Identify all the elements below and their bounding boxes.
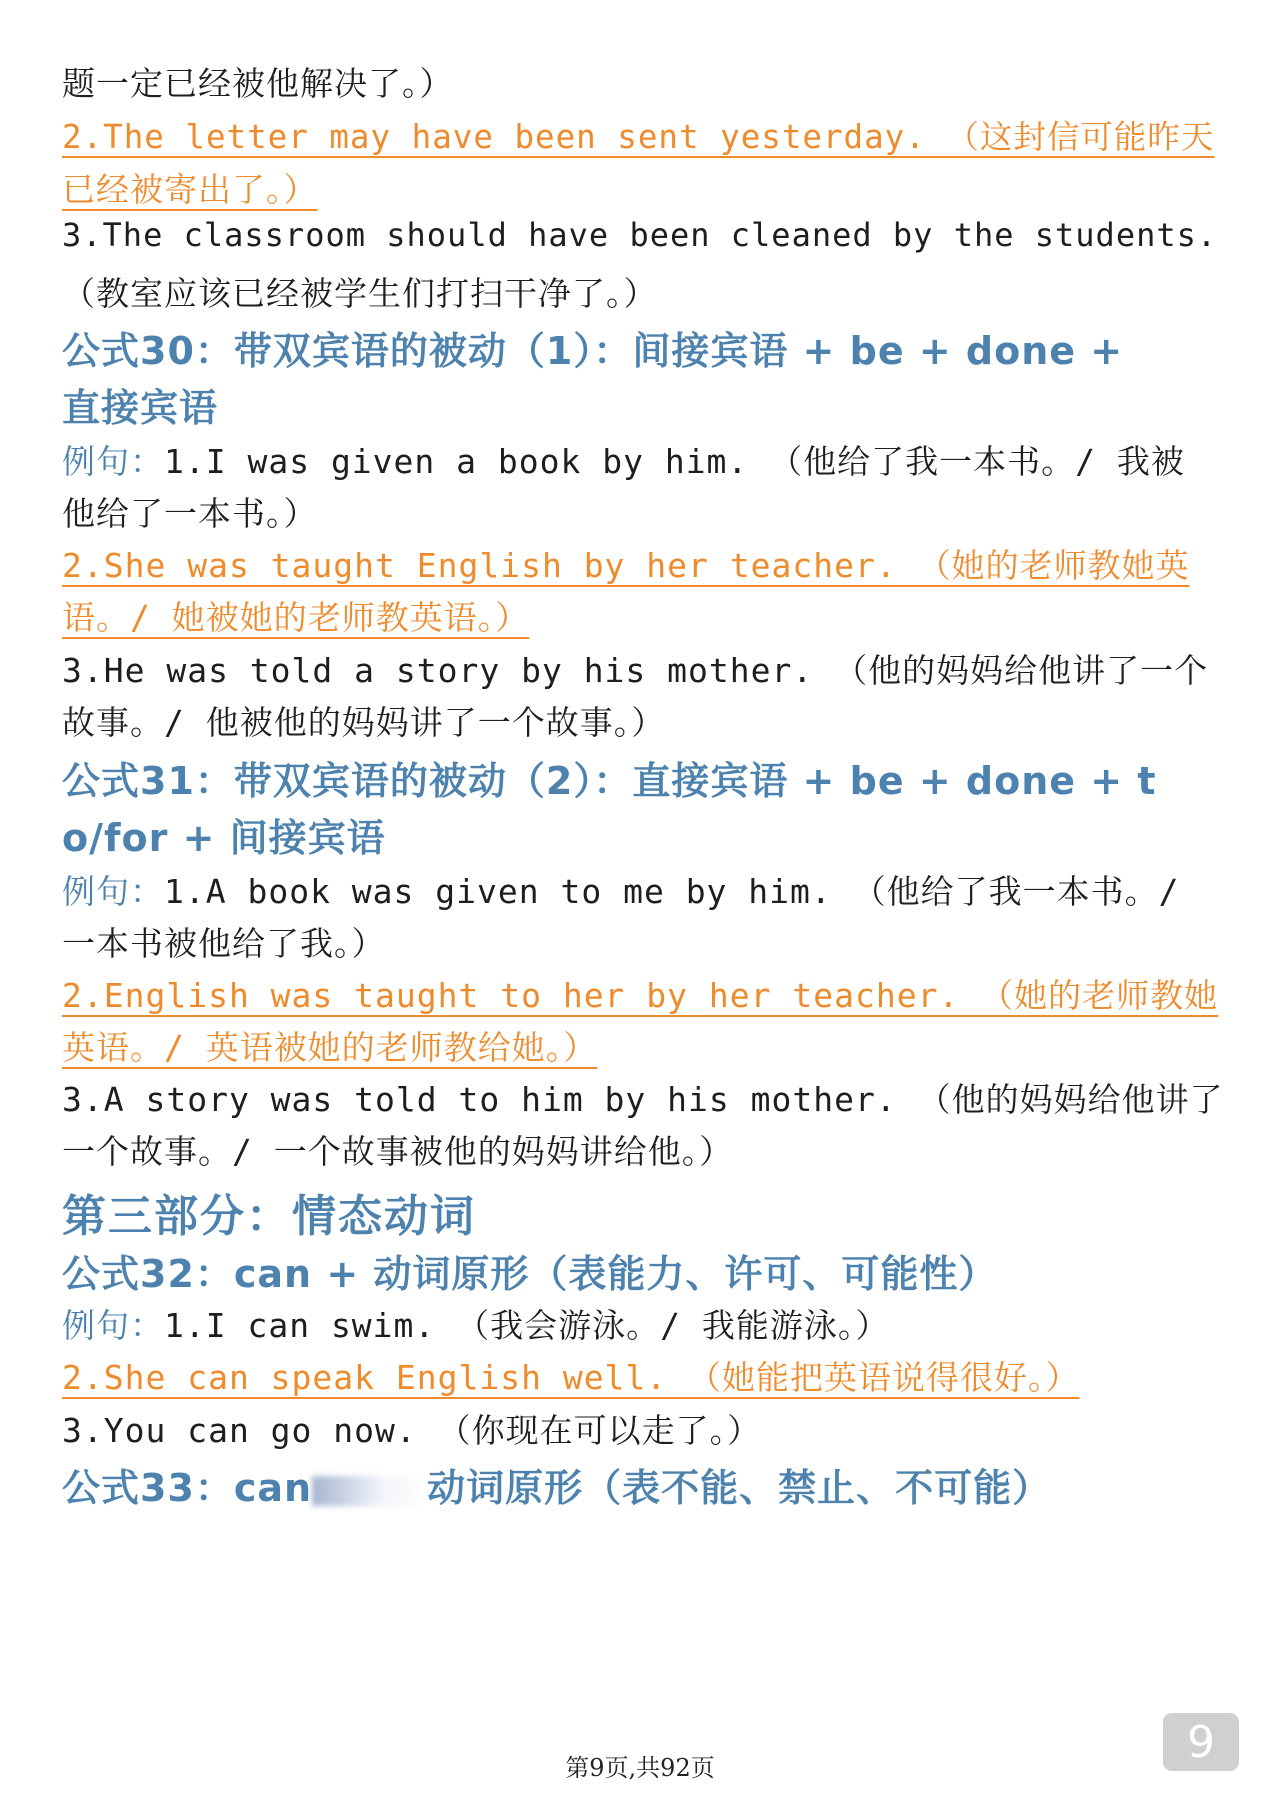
text-line: 一本书被他给了我。）	[62, 924, 386, 963]
example-orange: 英语。/ 英语被她的老师教给她。）	[62, 1028, 598, 1067]
example-label: 例句：	[62, 872, 164, 911]
example-orange: 2.The letter may have been sent yesterday. （这封信可能昨天	[62, 118, 1215, 156]
text-line: 3.He was told a story by his mother. （他的妈妈给他讲了一个	[62, 651, 1209, 690]
text-line: 故事。/ 他被他的妈妈讲了一个故事。）	[62, 703, 666, 742]
formula-part: 动词原形（表不能、禁止、不可能）	[427, 1466, 1052, 1510]
example-orange: 语。/ 她被她的老师教英语。）	[62, 598, 530, 637]
formula-heading: o/for + 间接宾语	[62, 816, 386, 860]
formula-heading: 公式32：can + 动词原形（表能力、许可、可能性）	[62, 1252, 998, 1296]
example-text: 1.I can swim. （我会游泳。/ 我能游泳。）	[164, 1306, 890, 1345]
formula-heading: 直接宾语	[62, 386, 219, 430]
example-text: 1.A book was given to me by him. （他给了我一本书。/	[164, 872, 1180, 911]
text-line: 一个故事。/ 一个故事被他的妈妈讲给他。）	[62, 1132, 734, 1171]
example-text: 1.I was given a book by him. （他给了我一本书。/ 我被	[164, 442, 1185, 481]
text-line: 3.You can go now. （你现在可以走了。）	[62, 1411, 762, 1450]
text-line: （教室应该已经被学生们打扫干净了。）	[62, 274, 658, 313]
text-line: 他给了一本书。）	[62, 494, 318, 533]
example-label: 例句：	[62, 1306, 164, 1345]
blurred-region	[312, 1476, 427, 1506]
example-line	[62, 1300, 889, 1347]
text-line: 题一定已经被他解决了。）	[62, 64, 454, 103]
example-orange: 2.She was taught English by her teacher. （她的老师教她英	[62, 546, 1190, 585]
text-line: 3.A story was told to him by his mother. （他的妈妈给他讲了	[62, 1080, 1224, 1119]
text-line: 3.The classroom should have been cleaned by the students.	[62, 216, 1218, 254]
example-line	[62, 866, 1180, 913]
page-footer: 第9页,共92页	[565, 1754, 715, 1782]
formula-heading: 公式31：带双宾语的被动（2）：直接宾语 + be + done + t	[62, 759, 1157, 803]
section-title: 第三部分：情态动词	[62, 1191, 476, 1242]
example-line	[62, 436, 1185, 483]
example-orange: 已经被寄出了。）	[62, 170, 318, 209]
formula-part: 公式33：can	[62, 1466, 313, 1510]
formula-heading	[62, 1457, 1051, 1512]
example-orange: 2.English was taught to her by her teacher. （她的老师教她	[62, 976, 1219, 1015]
formula-heading: 公式30：带双宾语的被动（1）：间接宾语 + be + done +	[62, 329, 1124, 373]
example-orange: 2.She can speak English well. （她能把英语说得很好。）	[62, 1358, 1080, 1397]
example-label: 例句：	[62, 442, 164, 481]
page-number-badge: 9	[1163, 1713, 1239, 1771]
